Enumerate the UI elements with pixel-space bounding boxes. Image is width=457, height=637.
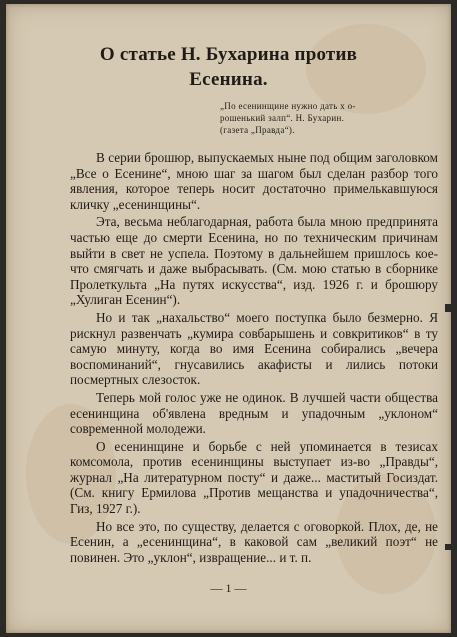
epigraph-line: „По есенинщине нужно дать х о-: [220, 101, 356, 111]
paragraph: Но и так „нахальство“ моего поступка было безмерно. Я рискнул развенчать „кумира совбарышень и совкритиков“ в ту самую минуту, когда во имя Есенина собирались „вечера воспоминаний“, гнусавились акафисты и лились потоки посмертных слезосток.: [70, 309, 438, 388]
torn-edge: [445, 544, 451, 550]
page-number: — 1 —: [210, 581, 247, 595]
article-title: [6, 42, 451, 92]
title-line: Есенина.: [189, 69, 268, 90]
article-body: [70, 150, 438, 567]
torn-edge: [445, 304, 451, 312]
paragraph: В серии брошюр, выпускаемых ныне под общим заголовком „Все о Есенине“, мною шаг за шагом был сделан разбор того явления, которое теперь носит достаточно примелькавшуюся кличку „есенинщины“.: [70, 150, 438, 212]
book-page: [6, 4, 451, 633]
epigraph-line: рошенький залп“. Н. Бухарин.: [220, 113, 345, 123]
epigraph: [220, 100, 436, 136]
paragraph: О есенинщине и борьбе с ней упоминается в тезисах комсомола, против есенинщины выступает из-во „Правды“, журнал „На литературном посту“ и даже... маститый Госиздат. (См. книгу Ермилова „Против мещанства и упадочничества“, Гиз, 1927 г.).: [70, 438, 438, 517]
paragraph: Но все это, по существу, делается с оговоркой. Плох, де, не Есенин, а „есенинщина“, в каковой сам „великий поэт“ не повинен. Это „уклон“, извращение... и т. п.: [70, 518, 438, 565]
title-line: О статье Н. Бухарина против: [99, 44, 358, 65]
paragraph: Эта, весьма неблагодарная, работа была мною предпринята частью еще до смерти Есенина, но по техническим причинам выйти в свет не успела. Поэтому в дальнейшем пришлось кое-что смягчать и даже выбрасывать. (См. мою статью в сборнике Пролеткульта „На путях искусства“, изд. 1926 г. и брошюру „Хулиган Есенин“).: [70, 214, 438, 308]
epigraph-source: (газета „Правда“).: [220, 125, 295, 135]
paragraph: Теперь мой голос уже не одинок. В лучшей части общества есенинщина об'явлена вредным и упадочным „уклоном“ современной молодежи.: [70, 389, 438, 437]
